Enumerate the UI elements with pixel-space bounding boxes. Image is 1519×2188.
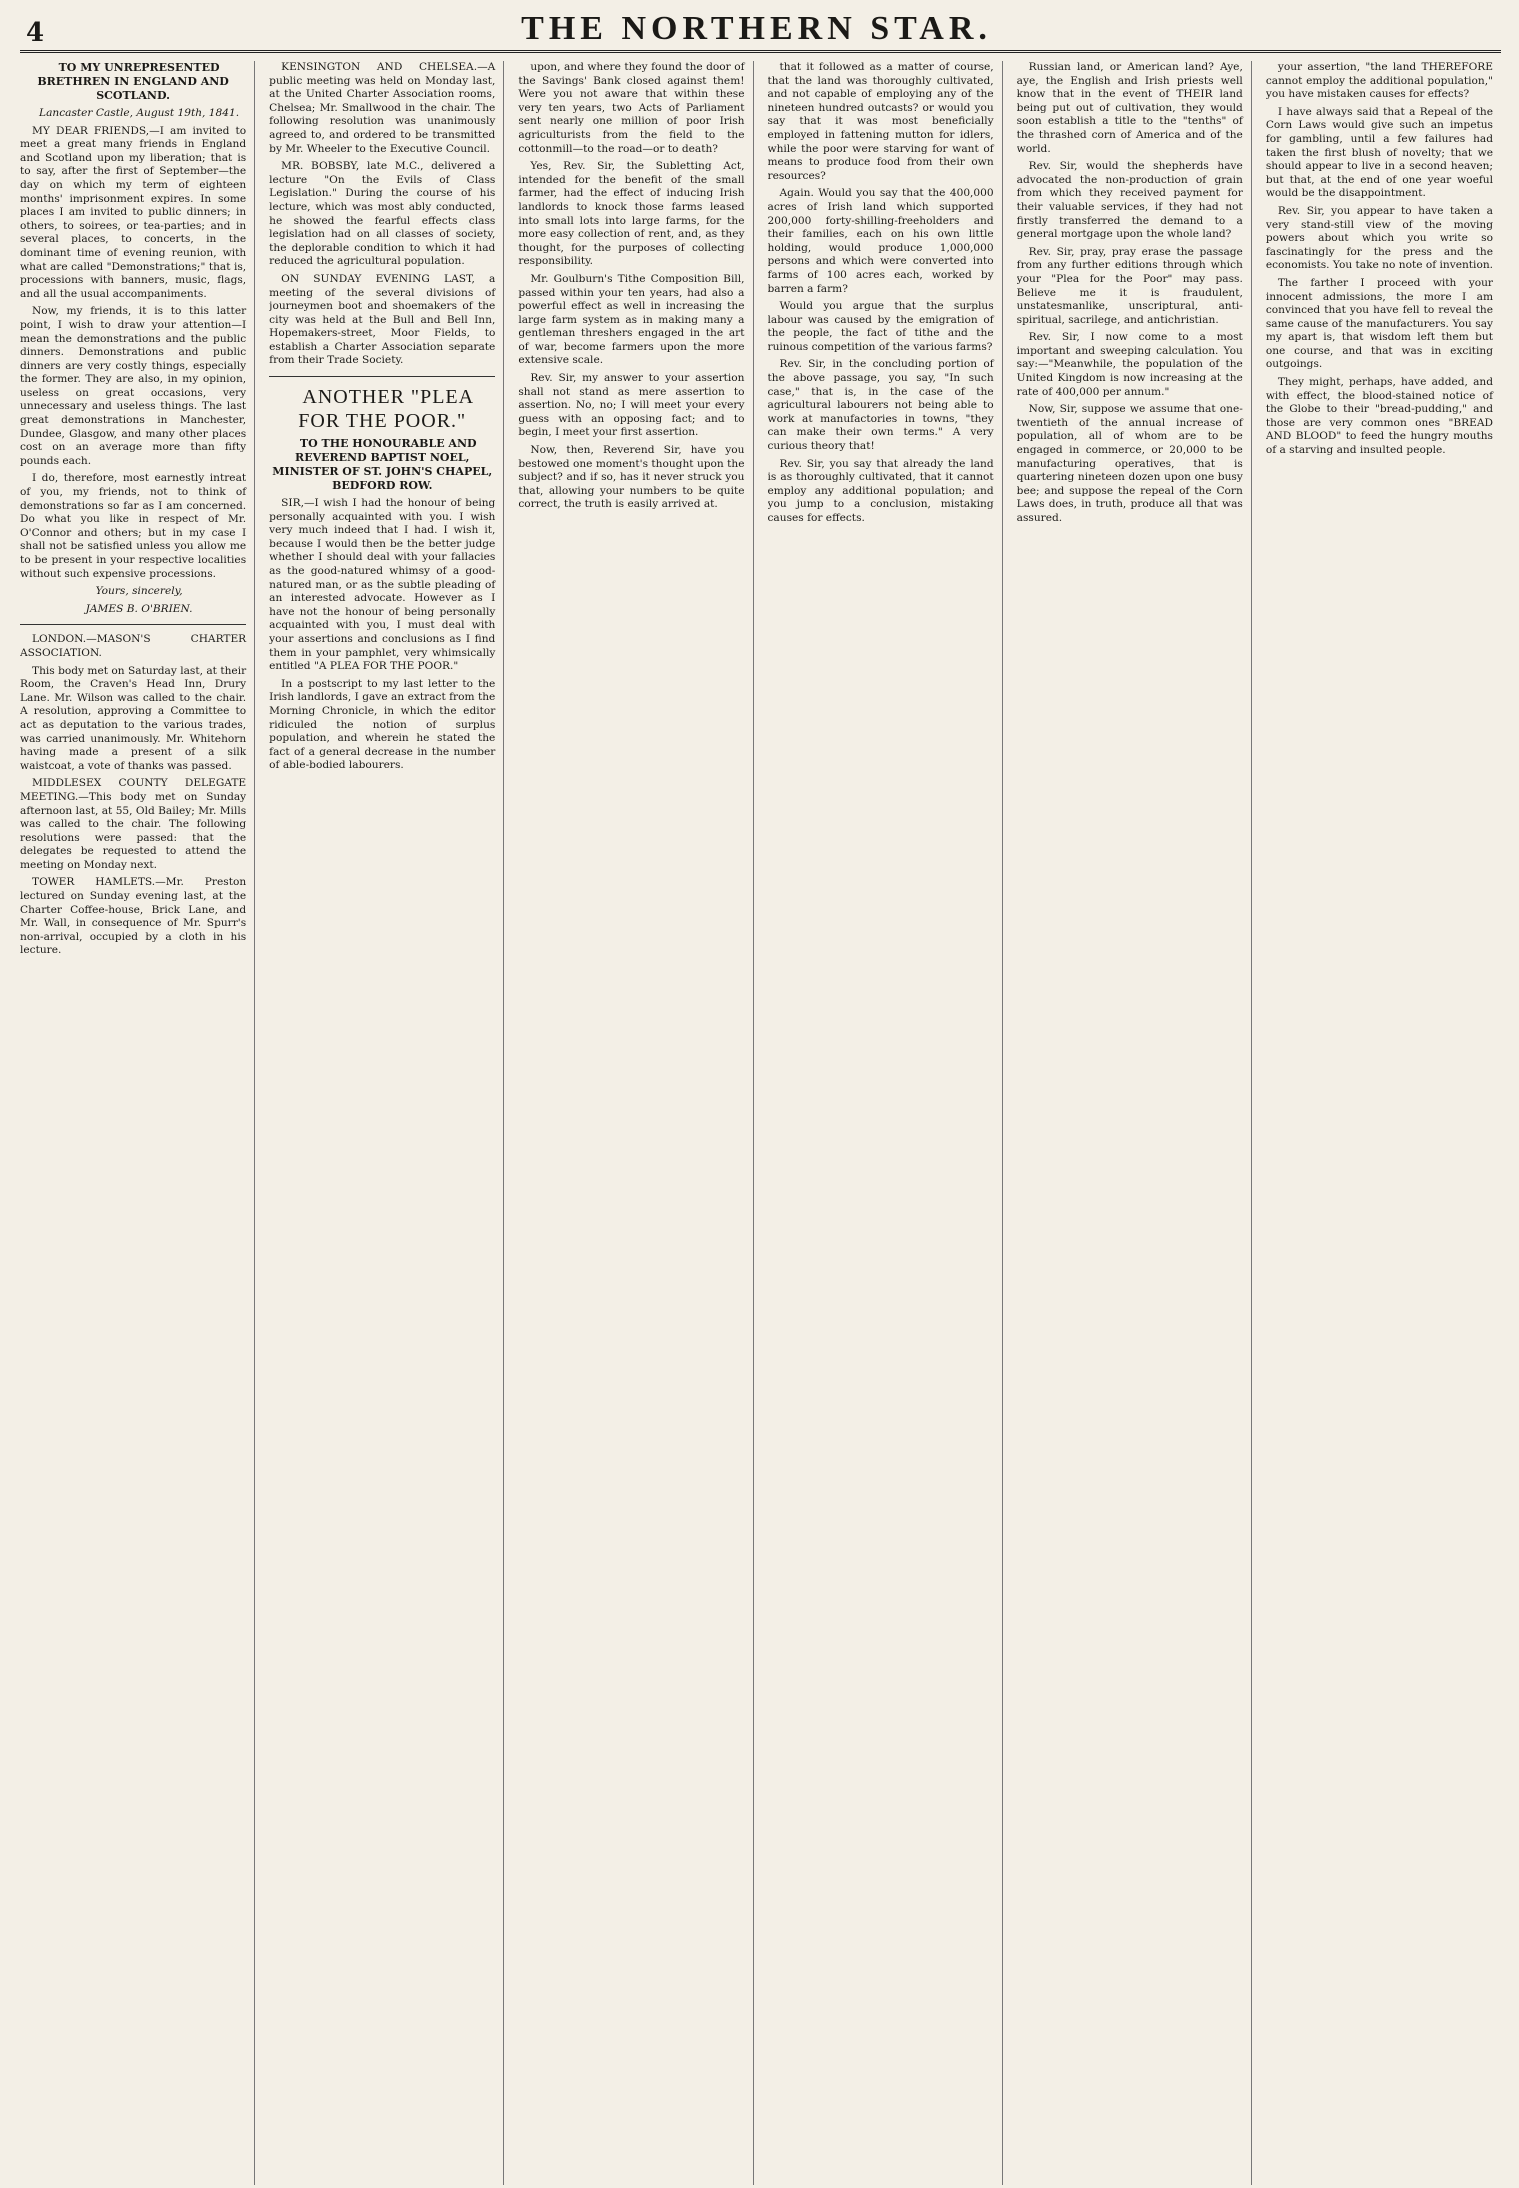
column-fade bbox=[768, 2145, 1002, 2185]
article-paragraph: This body met on Saturday last, at their Room, the Craven's Head Inn, Drury Lane. Mr. Wilson was called to the chair. A resolution, approving a Committee to act as deputation to the various trades, was carried unanimously. Mr. Whitehorn having made a present of a silk waistcoat, a vote of thanks was passed. bbox=[20, 664, 247, 772]
article-dateline: Lancaster Castle, August 19th, 1841. bbox=[39, 107, 240, 119]
article-paragraph: Mr. Goulburn's Tithe Composition Bill, passed within your ten years, had also a powerful effect as well in increasing the large farm system as in making many a gentleman threshers engaged in the art of war, become farmers upon the more extensive scale. bbox=[518, 272, 745, 367]
article-paragraph: I have always said that a Repeal of the Corn Laws would give such an impetus for gambling, until a few failures had taken the first blush of novelty; that we should appear to live in a second heaven; but that, at the end of one year woeful would be the disappointment. bbox=[1265, 105, 1493, 200]
column-2 bbox=[269, 61, 504, 2185]
article-paragraph: Rev. Sir, my answer to your assertion shall not stand as mere assertion to assertion. No, no; I will meet your every guess with an opposing fact; and to begin, I meet your first assertion. bbox=[518, 372, 745, 439]
divider bbox=[269, 376, 495, 377]
article-paragraph: They might, perhaps, have added, and with effect, the blood-stained notice of the Globe to their "bread-pudding," and those are very common ones "BREAD AND BLOOD" to feed the hungry mouths of a starving and insulted people. bbox=[1265, 376, 1493, 457]
article-paragraph: MY DEAR FRIENDS,—I am invited to meet a great many friends in England and Scotland upon my liberation; that is to say, after the first of September—the day on which my term of eighteen months' imprisonment expires. In some places I am invited to public dinners; in others, to soirees, or tea-parties; and in several places, to concerts, in the dominant time of evening reunion, with what are called "Demonstrations;" that is, processions with banners, music, flags, and all the usual accompaniments. bbox=[20, 124, 247, 300]
article-paragraph: The farther I proceed with your innocent admissions, the more I am convinced that you have fell to reveal the same cause of the manufacturers. You say my apart is, that wisdom left them but one course, and that was in exciting outgoings. bbox=[1265, 276, 1493, 371]
masthead bbox=[20, 12, 1501, 53]
article-paragraph: Now, then, Reverend Sir, have you bestowed one moment's thought upon the subject? and if so, has it never struck you that, allowing your numbers to be quite correct, the truth is easily arrived at. bbox=[518, 444, 745, 511]
columns bbox=[20, 61, 1501, 2185]
section-heading: LONDON.—MASON'S CHARTER ASSOCIATION. bbox=[20, 633, 247, 659]
article-paragraph: Yes, Rev. Sir, the Subletting Act, intended for the benefit of the small farmer, had the effect of inducing Irish landlords to knock those farms leased into small lots into large farms, for the more easy collection of rent, and, as they thought, for the purposes of collecting responsibility. bbox=[518, 160, 745, 268]
article-paragraph: MR. BOBSBY, late M.C., delivered a lecture "On the Evils of Class Legislation." During the course of his lecture, which was most ably conducted, he showed the fearful effects class legislation had on all classes of society, the deplorable condition to which it had reduced the agricultural population. bbox=[269, 160, 496, 268]
column-5 bbox=[1017, 61, 1252, 2185]
divider bbox=[20, 624, 246, 625]
article-paragraph: your assertion, "the land THEREFORE cannot employ the additional population," you have mistaken causes for effects? bbox=[1265, 61, 1493, 101]
article-paragraph: Rev. Sir, would the shepherds have advocated the non-production of grain from which they received payment for their valuable services, if they had not firstly transferred the demand to a general mortgage upon the whole land? bbox=[1016, 160, 1243, 241]
article-paragraph: that it followed as a matter of course, that the land was thoroughly cultivated, and not capable of employing any of the nineteen hundred outcasts? or would you say that it was most beneficially employed in fattening mutton for idlers, while the poor were starving for want of means to produce food from their own resources? bbox=[767, 61, 994, 182]
page-number: 4 bbox=[26, 18, 45, 48]
article-paragraph: Now, Sir, suppose we assume that one-twentieth of the annual increase of population, all of whom are to be engaged in commerce, or 20,000 to be manufacturing operatives, that is quartering nineteen dozen upon one busy bee; and suppose the repeal of the Corn Laws does, in truth, produce all that was assured. bbox=[1016, 403, 1243, 524]
signature: JAMES B. O'BRIEN. bbox=[85, 602, 193, 615]
article-paragraph: SIR,—I wish I had the honour of being personally acquainted with you. I wish very much indeed that I had. I wish it, because I would then be the better judge whether I should deal with your fallacies as the good-natured whimsy of a good-natured man, or as the subtle pleading of an interested advocate. However as I have not the honour of being personally acquainted with you, I must deal with your assertions and conclusions as I find them in your pamphlet, very whimsically entitled "A PLEA FOR THE POOR." bbox=[269, 497, 496, 673]
column-fade bbox=[518, 2145, 752, 2185]
column-fade bbox=[1266, 2145, 1501, 2185]
article-paragraph: Rev. Sir, pray, pray erase the passage from any further editions through which your "Plea for the Poor" may pass. Believe me it is fraudulent, unstatesmanlike, unscriptural, anti-spiritual, sacrilege, and antichristian. bbox=[1016, 245, 1243, 326]
article-paragraph: Rev. Sir, I now come to a most important and sweeping calculation. You say:—"Meanwhile, the population of the United Kingdom is now increasing at the rate of 400,000 per annum." bbox=[1016, 331, 1243, 398]
article-paragraph: KENSINGTON AND CHELSEA.—A public meeting was held on Monday last, at the United Charter Association rooms, Chelsea; Mr. Smallwood in the chair. The following resolution was unanimously agreed to, and ordered to be transmitted by Mr. Wheeler to the Executive Council. bbox=[269, 61, 496, 155]
article-paragraph: Again. Would you say that the 400,000 acres of Irish land which supported 200,000 forty-shilling-freeholders and their families, each on his own little holding, would produce 1,000,000 persons and which were converted into farms of 100 acres each, worked by barren a farm? bbox=[767, 187, 994, 295]
article-heading: TO MY UNREPRESENTED BRETHREN IN ENGLAND AND SCOTLAND. bbox=[37, 61, 229, 102]
article-paragraph: Would you argue that the surplus labour was caused by the emigration of the people, the fact of tithe and the ruinous competition of the various farms? bbox=[767, 300, 994, 353]
column-1 bbox=[20, 61, 255, 2185]
article-paragraph: Rev. Sir, you say that already the land is as thoroughly cultivated, that it cannot employ any additional population; and you jump to a conclusion, mistaking causes for effects. bbox=[767, 457, 994, 524]
column-6 bbox=[1266, 61, 1501, 2185]
article-paragraph: I do, therefore, most earnestly intreat of you, my friends, not to think of demonstrations so far as I am concerned. Do what you like in respect of Mr. O'Connor and others; but in my case I shall not be satisfied unless you allow me to be present in your respective localities without such expensive processions. bbox=[20, 472, 247, 580]
article-paragraph: Russian land, or American land? Aye, aye, the English and Irish priests well know that in the event of THEIR land being put out of cultivation, they would soon establish a title to the "tenths" of the thrashed corn of America and of the world. bbox=[1016, 61, 1243, 155]
column-fade bbox=[269, 2145, 503, 2185]
sign-off: Yours, sincerely, bbox=[95, 585, 183, 598]
article-paragraph: MIDDLESEX COUNTY DELEGATE MEETING.—This body met on Sunday afternoon last, at 55, Old Bailey; Mr. Mills was called to the chair. The following resolutions were passed: that the delegates be requested to attend the meeting on Monday next. bbox=[20, 777, 247, 871]
column-4 bbox=[768, 61, 1003, 2185]
article-paragraph: Rev. Sir, in the concluding portion of the above passage, you say, "In such case," that is, in the case of the agricultural labourers not being able to work at manufactories in towns, "they can make their own terms." A very curious theory that! bbox=[767, 358, 994, 453]
plea-heading: ANOTHER "PLEA FOR THE POOR." bbox=[298, 386, 475, 433]
column-fade bbox=[1017, 2145, 1251, 2185]
article-paragraph: Rev. Sir, you appear to have taken a very stand-still view of the moving powers about which you write so fascinatingly for the press and the economists. You take no note of invention. bbox=[1265, 204, 1494, 272]
article-paragraph: TOWER HAMLETS.—Mr. Preston lectured on Sunday evening last, at the Charter Coffee-house, Brick Lane, and Mr. Wall, in consequence of Mr. Spurr's non-arrival, occupied by a cloth in his lecture. bbox=[20, 876, 247, 957]
article-paragraph: ON SUNDAY EVENING LAST, a meeting of the several divisions of journeymen boot and shoemakers of the city was held at the Bull and Bell Inn, Hopemakers-street, Moor Fields, to establish a Charter Association separate from their Trade Society. bbox=[269, 272, 496, 367]
newspaper-title: THE NORTHERN STAR. bbox=[521, 10, 992, 47]
column-3 bbox=[518, 61, 753, 2185]
article-paragraph: In a postscript to my last letter to the Irish landlords, I gave an extract from the Morning Chronicle, in which the editor ridiculed the notion of surplus population, and wherein he stated the fact of a general decrease in the number of able-bodied labourers. bbox=[269, 677, 496, 772]
article-paragraph: Now, my friends, it is to this latter point, I wish to draw your attention—I mean the demonstrations and the public dinners. Demonstrations and public dinners are very costly things, especially the former. They are also, in my opinion, useless on great occasions, very unnecessary and useless things. The last great demonstrations in Manchester, Dundee, Glasgow, and many other places cost on an average more than fifty pounds each. bbox=[20, 305, 247, 467]
article-paragraph: upon, and where they found the door of the Savings' Bank closed against them! Were you not aware that within these very ten years, two Acts of Parliament sent nearly one million of poor Irish agriculturists from the field to the cottonmill—to the road—or to death? bbox=[518, 61, 745, 155]
plea-subheading: TO THE HONOURABLE AND REVEREND BAPTIST NOEL, MINISTER OF ST. JOHN'S CHAPEL, BEDFORD ROW. bbox=[272, 437, 493, 493]
column-fade bbox=[20, 2145, 254, 2185]
